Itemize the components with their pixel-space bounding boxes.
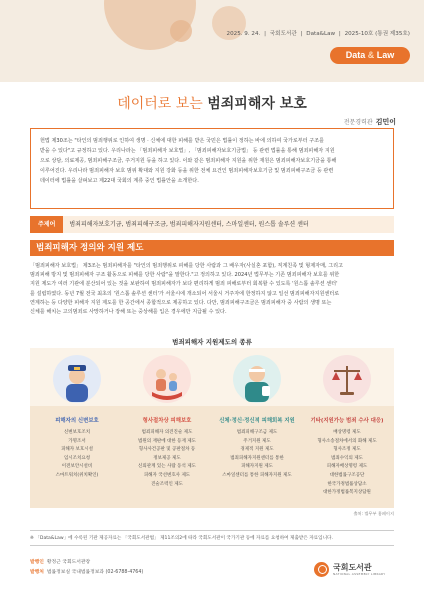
issue-number: 2025-10호 (통권 제35호) <box>344 31 410 37</box>
decorative-circle <box>170 20 192 42</box>
column-items <box>34 429 120 481</box>
body-line: 를 설립하였다. 동년 7월 전국 최초의 '원스톱 솔루션 센터'가 서울시에 개소되어 서울시 거주자에 한정하지 않고 일선 범죄피해자지원센터로 <box>30 290 340 297</box>
list-item: 정보제공 제도 <box>153 455 181 461</box>
list-item: 배상명령 제도 <box>333 430 361 435</box>
support-column <box>124 348 210 489</box>
police-officer-illustration <box>52 354 102 404</box>
section-heading: 범죄피해자 정의와 지원 제도 <box>30 240 394 256</box>
list-item: 법원의 재판에 대한 등재 제도 <box>138 438 196 444</box>
list-item: 범죄피해구조금 제도 <box>236 430 278 435</box>
library-emblem-icon <box>314 562 329 577</box>
list-item: 임시조치요청 <box>63 455 91 461</box>
list-item: 대한가정법률복지상담원 <box>323 490 371 496</box>
author-name: 김민이 <box>375 118 396 126</box>
list-item: 형사소송절차에서의 화해 제도 <box>317 438 377 444</box>
title-emphasis: 범죄피해자 보호 <box>207 96 307 112</box>
body-text <box>30 262 394 317</box>
list-item: 범죄수익의 제도 <box>331 455 363 461</box>
issue-date: 2025. 9. 24. <box>226 31 261 37</box>
support-column <box>304 348 390 498</box>
intro-line: 헌법 제30조는 "타인의 범죄행위로 인하여 생명 · 신체에 대한 피해를 받은 국민은 법률이 정하는 바에 의하여 국가로부터 구조를 <box>40 138 325 144</box>
list-item: 범죄피해자 의견진술 제도 <box>141 430 193 435</box>
list-item: 가명조서 <box>68 438 86 444</box>
list-item: 스마일센터를 통한 피해자지원 제도 <box>222 472 292 478</box>
column-items <box>214 429 300 481</box>
data-law-logo: Data & Law <box>330 47 410 64</box>
list-item: 스마트워치(위치확인) <box>55 472 99 478</box>
author-line <box>344 117 396 127</box>
intro-line: 데이터에 법률을 살펴보고 제22대 국회의 계류 중인 법률안을 소개한다. <box>40 178 199 184</box>
column-label: 신체·정신·정신적 피해회복 지원 <box>219 418 295 424</box>
body-line: 범죄피해 방지 및 범죄피해자 구조 활동으로 피해를 당한 사람"을 말한다."고 정의하고 있다. 2024년 법무부는 기존 범죄피해자 보호를 위한 <box>30 272 340 279</box>
list-item: 신뢰관계 있는 사람 동석 제도 <box>138 464 196 470</box>
column-label: 형사절차상 피해보호 <box>142 418 192 424</box>
column-items <box>304 429 390 498</box>
office-value: 법률정보실 국내법률정보과 (02-6788-4764) <box>46 570 144 575</box>
body-line: 지원 제도가 여러 기관에 분산되어 있는 것을 보완하여 범죄피해자가 보다 편리하게 범죄 피해로부터 회복할 수 있도록 '원스톱 솔루션 센터' <box>30 281 338 288</box>
office-label: 발행처 <box>30 570 44 575</box>
keyword-bar <box>30 216 394 233</box>
intro-line: 이루어진다. 우리나라 범죄피해자 보호 범위 확대와 지원 강화 등을 위한 전체 요건인 범죄피해자보호기금 및 범죄피해구조금 등 관련 <box>40 168 334 174</box>
list-item: 범죄피해자지원센터를 통한 <box>230 455 284 461</box>
list-item: 주거지원 제도 <box>243 438 271 444</box>
logo-text: 국회도서관 <box>333 563 372 572</box>
intro-box <box>30 128 394 209</box>
list-item: 형사사건공판 및 공판절차 등 <box>138 447 196 453</box>
list-item: 피해자 보호시설 <box>61 447 93 453</box>
keyword-tag: 주제어 <box>30 216 63 233</box>
library-logo <box>314 562 394 580</box>
list-item: 이전보안시설비 <box>61 464 93 470</box>
list-item: 피해자배상명령 제도 <box>326 464 368 470</box>
intro-line: 받을 수 있다"고 규정하고 있다. 우리나라는 「범죄피해자 보호법」, 「범죄피해자보호기금법」 등 관련 법률을 통해 범죄피해자 지원 <box>40 148 335 154</box>
logo-subtext: NATIONAL ASSEMBLY LIBRARY <box>333 572 386 576</box>
support-column <box>34 348 120 481</box>
list-item: 대한법률구조공단 <box>329 472 365 478</box>
footer-info <box>30 558 143 578</box>
body-line: 신체를 해치는 고의범죄로 사망하거나 장해 또는 중상해를 입은 경우에만 지급될 수 있다. <box>30 309 227 316</box>
list-item: 진술조력인 제도 <box>151 481 183 487</box>
keyword-list: 범죄피해자보호기금, 범죄피해구조금, 범죄피해자지원센터, 스마일센터, 원스톱 솔루션 센터 <box>69 221 309 228</box>
title-prefix: 데이터로 보는 <box>117 96 203 112</box>
body-line: 연계하는 등 다양한 피해자 지원 제도를 한 공간에서 종합적으로 제공하고 있다. 다만, 범죄피해구조금은 범죄피해자 중 사람의 생명 또는 <box>30 299 332 306</box>
family-protection-illustration <box>142 354 192 404</box>
issue-meta: 2025. 9. 24. | 국회도서관 | Data&Law | 2025-10호 (통권 제35호) <box>226 31 410 37</box>
support-column <box>214 348 300 481</box>
intro-line: 으로 상담, 의료제공, 범죄피해구조금, 주거지원 등을 하고 있다. 이와 같은 범죄피해자 지원을 위한 재원은 범죄피해자보호기금을 통해 <box>40 158 337 164</box>
list-item: 형사조정 제도 <box>333 447 361 453</box>
column-items <box>124 429 210 489</box>
list-item: 피해자지원 제도 <box>241 464 273 470</box>
publisher-label: 발행인 <box>30 560 44 565</box>
list-item: 한국가정법률상담소 <box>327 481 367 487</box>
column-label: 기타(지원가능 범죄 수사 대응) <box>310 418 384 424</box>
legal-scales-illustration <box>322 354 372 404</box>
author-role: 전문경력관 <box>343 119 373 126</box>
page-title <box>0 93 424 113</box>
list-item: 신변보호조치 <box>63 430 91 435</box>
notice-text: ※ 「Data&Law」에 수록된 기관 제공자료는 「국회도서관법」 제11조의2에 따라 국회도서관이 국가기관 등에 자료를 요청하여 제출받은 자료입니다. <box>30 530 394 546</box>
issue-series: Data&Law <box>306 31 336 37</box>
publisher-value: 황정근 국회도서관장 <box>46 560 91 565</box>
column-label: 피해자의 신변보호 <box>55 418 99 424</box>
injured-person-illustration <box>232 354 282 404</box>
issue-publisher: 국회도서관 <box>269 31 297 37</box>
support-types-panel <box>30 348 394 508</box>
list-item: 경제적 지원 제도 <box>240 447 274 453</box>
body-line: 「범죄피해자 보호법」 제3조는 범죄피해자를 "타인의 범죄행위로 피해를 당한 사람과 그 배우자(사실혼 포함), 직계친족 및 형제자매, 그리고 <box>30 263 343 269</box>
panel-title: 범죄피해자 지원제도의 종류 <box>172 338 252 346</box>
source-note: 출처: 법무부 홈페이지 <box>353 511 394 516</box>
list-item: 피해자 국선변호사 제도 <box>143 472 191 478</box>
header-band <box>0 0 424 82</box>
